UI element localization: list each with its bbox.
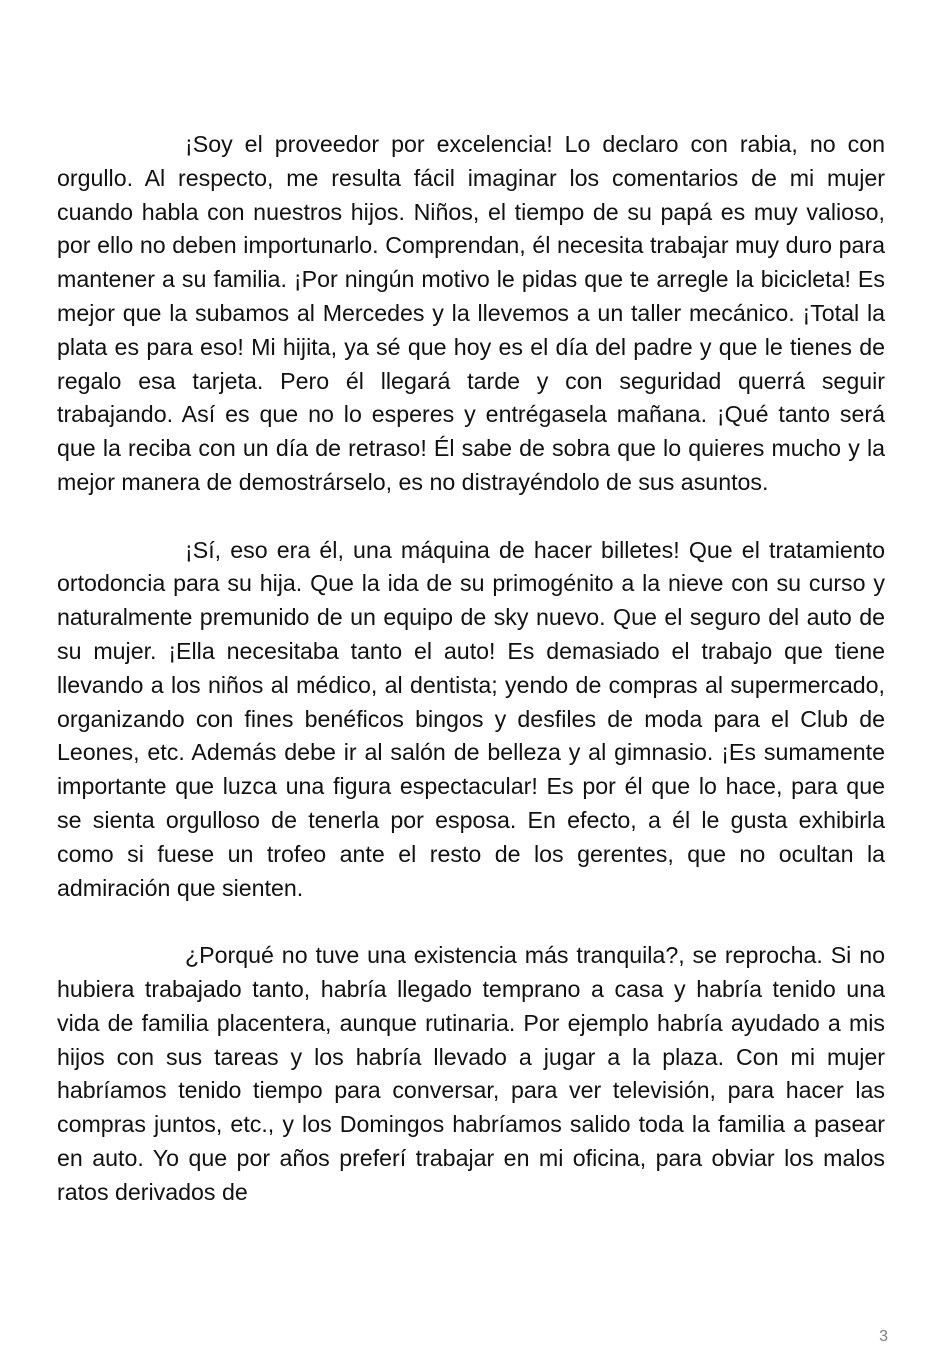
paragraph-2: ¡Sí, eso era él, una máquina de hacer billetes! Que el tratamiento ortodoncia para su hija. Que la ida de su primogénito a la nieve con su curso y naturalmente premunido de un equipo de sky nuevo. Que el seguro del auto de su mujer. ¡Ella necesitaba tanto el auto! Es demasiado el trabajo que tiene llevando a los niños al médico, al dentista; yendo de compras al supermercado, organizando con fines benéficos bingos y desfiles de moda para el Club de Leones, etc. Además debe ir al salón de belleza y al gimnasio. ¡Es sumamente importante que luzca una figura espectacular! Es por él que lo hace, para que se sienta orgulloso de tenerla por esposa. En efecto, a él le gusta exhibirla como si fuese un trofeo ante el resto de los gerentes, que no ocultan la admiración que sienten. (57, 536, 885, 901)
body-text (57, 128, 885, 1210)
page-number: 3 (879, 1328, 888, 1345)
paragraph-1: ¡Soy el proveedor por excelencia! Lo declaro con rabia, no con orgullo. Al respecto, me resulta fácil imaginar los comentarios de mi mujer cuando habla con nuestros hijos. Niños, el tiempo de su papá es muy valioso, por ello no deben importunarlo. Comprendan, él necesita trabajar muy duro para mantener a su familia. ¡Por ningún motivo le pidas que te arregle la bicicleta! Es mejor que la subamos al Mercedes y la llevemos a un taller mecánico. ¡Total la plata es para eso! Mi hijita, ya sé que hoy es el día del padre y que le tienes de regalo esa tarjeta. Pero él llegará tarde y con seguridad querrá seguir trabajando. Así es que no lo esperes y entrégasela mañana. ¡Qué tanto será que la reciba con un día de retraso! Él sabe de sobra que lo quieres mucho y la mejor manera de demostrárselo, es no distrayéndolo de sus asuntos. (57, 131, 885, 495)
paragraph-3: ¿Porqué no tuve una existencia más tranquila?, se reprocha. Si no hubiera trabajado tanto, habría llegado temprano a casa y habría tenido una vida de familia placentera, aunque rutinaria. Por ejemplo habría ayudado a mis hijos con sus tareas y los habría llevado a jugar a la plaza. Con mi mujer habríamos tenido tiempo para conversar, para ver televisión, para hacer las compras juntos, etc., y los Domingos habríamos salido toda la familia a pasear en auto. Yo que por años preferí trabajar en mi oficina, para obviar los malos ratos derivados de (57, 942, 885, 1205)
